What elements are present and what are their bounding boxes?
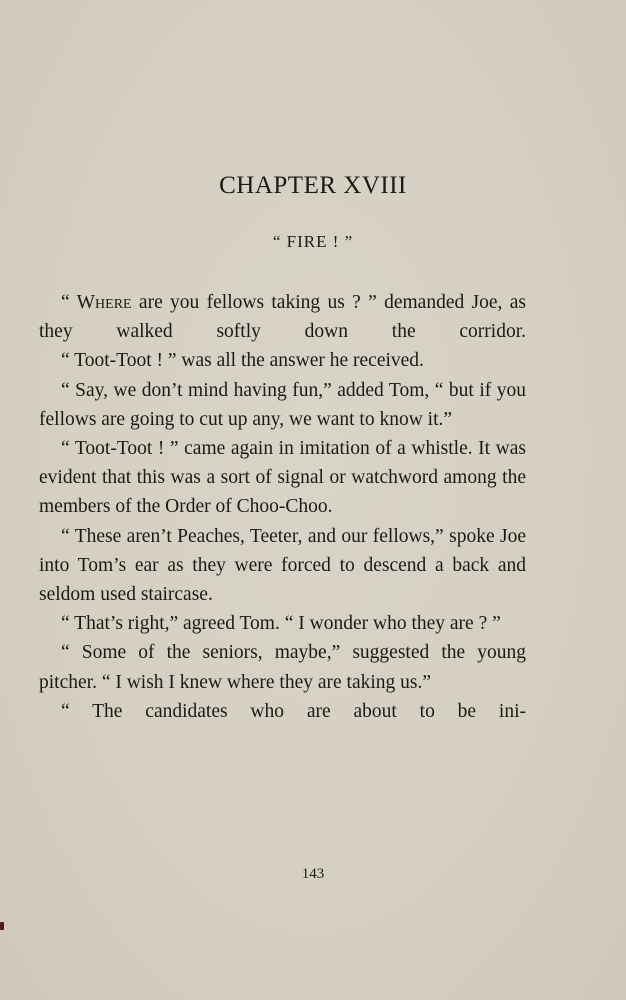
paragraph <box>39 434 526 522</box>
paragraph-text: “ That’s right,” agreed Tom. “ I wonder who they are ? ” <box>61 613 501 635</box>
paragraph-text: “ These aren’t Peaches, Teeter, and our fellows,” spoke Joe into Tom’s ear as they were forced to descend a back and seldom used staircase. <box>39 525 526 606</box>
paragraph <box>39 638 526 696</box>
body-text <box>39 288 526 726</box>
paragraph <box>39 609 526 638</box>
paragraph-lead-word: “ Where <box>61 292 132 313</box>
chapter-subtitle: “ FIRE ! ” <box>272 232 354 251</box>
page-number: 143 <box>301 866 325 882</box>
paragraph <box>39 346 526 375</box>
paragraph <box>39 522 526 610</box>
paragraph-text: “ The candidates who are about to be ini- <box>61 700 526 722</box>
chapter-title: CHAPTER XVIII <box>219 172 407 199</box>
paragraph-text: “ Say, we don’t mind having fun,” added Tom, “ but if you fellows are going to cut up any, we want to know it.” <box>39 379 526 430</box>
paragraph-text: “ Toot-Toot ! ” was all the answer he received. <box>61 350 424 372</box>
paragraph <box>39 288 526 346</box>
paragraph-text: “ Some of the seniors, maybe,” suggested the young pitcher. “ I wish I knew where they are taking us.” <box>39 642 526 693</box>
page-edge-mark <box>0 922 4 930</box>
paragraph-text: are you fellows taking us ? ” demanded Joe, as they walked softly down the corridor. <box>39 292 526 343</box>
paragraph <box>39 376 526 434</box>
paragraph <box>39 697 526 726</box>
paragraph-text: “ Toot-Toot ! ” came again in imitation of a whistle. It was evident that this was a sort of signal or watchword among the members of the Order of Choo-Choo. <box>39 438 526 518</box>
